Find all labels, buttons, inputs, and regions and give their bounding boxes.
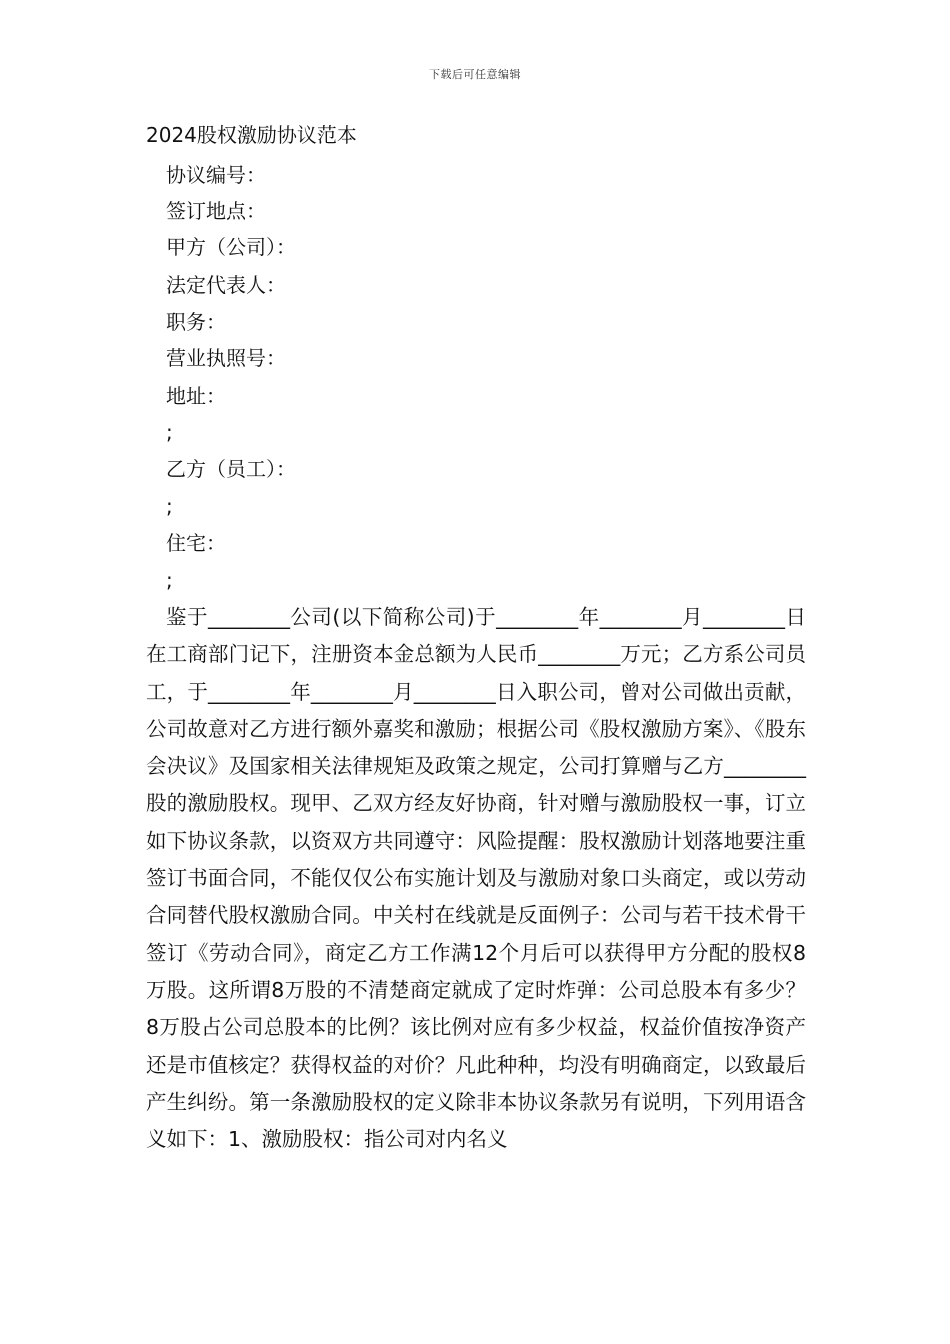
field-agreement-number: 协议编号： [166,163,266,187]
field-business-license: 营业执照号： [166,346,286,370]
field-residence: 住宅： [166,531,226,555]
field-separator-2: ; [166,494,173,518]
field-separator-1: ; [166,420,173,444]
agreement-body-paragraph: 鉴于________公司(以下简称公司)于________年________月________日在工商部门记下，注册资本金总额为人民币________万元；乙方系公司员工，于________年________月________日入职公司，曾对公司做出贡献，公司故意对乙方进行额外嘉奖和激励；根据公司《股权激励方案》、《股东会决议》及国家相关法律规矩及政策之规定，公司打算赠与乙方________股的激励股权。现甲、乙双方经友好协商，针对赠与激励股权一事，订立如下协议条款，以资双方共同遵守：风险提醒：股权激励计划落地要注重签订书面合同，不能仅仅公布实施计划及与激励对象口头商定，或以劳动合同替代股权激励合同。中关村在线就是反面例子：公司与若干技术骨干签订《劳动合同》，商定乙方工作满12个月后可以获得甲方分配的股权8万股。这所谓8万股的不清楚商定就成了定时炸弹：公司总股本有多少？8万股占公司总股本的比例？该比例对应有多少权益，权益价值按净资产还是市值核定？获得权益的对价？凡此种种，均没有明确商定，以致最后产生纠纷。第一条激励股权的定义除非本协议条款另有说明，下列用语含义如下：1、激励股权：指公司对内名义 [146,605,806,1152]
field-separator-3: ; [166,568,173,592]
field-party-a: 甲方（公司）： [166,235,296,259]
document-title: 2024股权激励协议范本 [146,123,357,147]
page-header-note: 下载后可任意编辑 [429,68,521,81]
field-address: 地址： [166,384,226,408]
field-legal-representative: 法定代表人： [166,273,286,297]
field-party-b: 乙方（员工）： [166,457,296,481]
field-position: 职务： [166,310,226,334]
field-signing-place: 签订地点： [166,199,266,223]
